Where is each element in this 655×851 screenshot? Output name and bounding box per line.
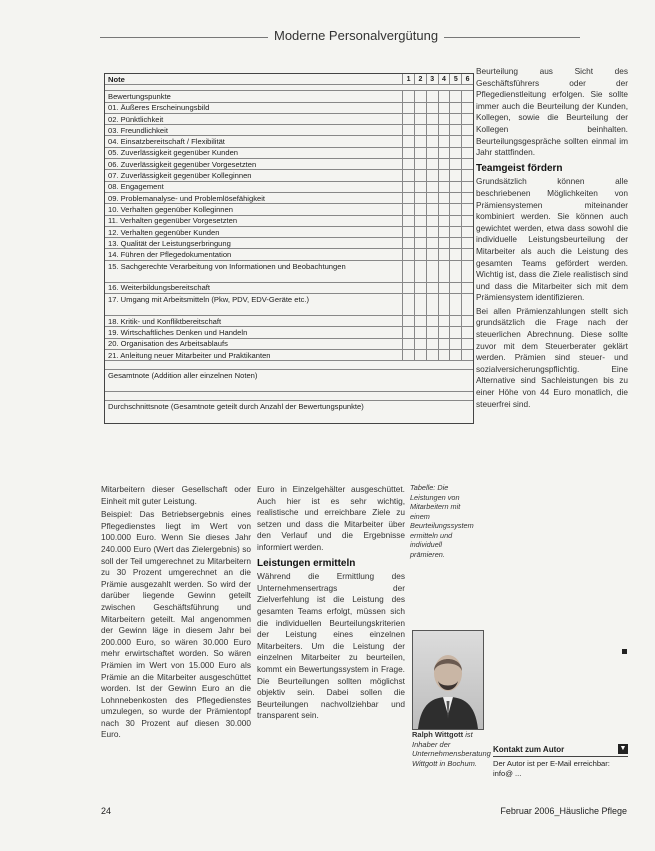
author-description: ist Inhaber der Unternehmensberatung Wittgott in Bochum. xyxy=(412,730,491,768)
grade-cell xyxy=(438,238,450,248)
grade-column-header: 5 xyxy=(449,74,461,84)
grade-cell xyxy=(449,216,461,226)
grade-cell xyxy=(402,204,414,214)
grade-cell xyxy=(426,193,438,203)
grade-cell xyxy=(449,283,461,293)
grade-cell xyxy=(438,193,450,203)
table-row xyxy=(105,182,473,193)
grade-cell xyxy=(449,238,461,248)
grade-cell xyxy=(438,327,450,337)
evaluation-table xyxy=(104,73,474,424)
grade-cell xyxy=(461,216,473,226)
grade-cell xyxy=(449,249,461,259)
grade-cell xyxy=(414,170,426,180)
grade-cell xyxy=(426,261,438,282)
table-row xyxy=(105,327,473,338)
grade-cell xyxy=(449,159,461,169)
criterion-label: 12. Verhalten gegenüber Kunden xyxy=(108,227,220,237)
grade-cell xyxy=(414,350,426,360)
grade-cell xyxy=(461,159,473,169)
grade-cell xyxy=(461,103,473,113)
grade-cell xyxy=(414,316,426,326)
contact-text: Der Autor ist per E-Mail erreichbar: info@ ... xyxy=(493,759,610,778)
grade-column-header: 3 xyxy=(426,74,438,84)
grade-cell xyxy=(461,249,473,259)
grade-cell xyxy=(461,283,473,293)
grade-cell xyxy=(438,114,450,124)
section-heading: Teamgeist fördern xyxy=(476,162,563,174)
photo-caption xyxy=(412,730,491,768)
grade-cell xyxy=(438,350,450,360)
grade-column-header: 4 xyxy=(438,74,450,84)
grade-cell xyxy=(449,193,461,203)
grade-cell xyxy=(449,125,461,135)
table-row xyxy=(105,204,473,215)
table-row xyxy=(105,114,473,125)
grade-cell xyxy=(438,294,450,315)
paragraph: Mitarbeitern dieser Gesellschaft oder Einheit mit guter Leistung. xyxy=(101,484,251,506)
criterion-label: 03. Freundlichkeit xyxy=(108,125,168,135)
grade-cell xyxy=(426,148,438,158)
grade-cell xyxy=(449,327,461,337)
grade-cell xyxy=(461,350,473,360)
grade-cell xyxy=(414,125,426,135)
grade-cell xyxy=(426,182,438,192)
grade-cell xyxy=(449,114,461,124)
grade-cell xyxy=(438,159,450,169)
grade-cell xyxy=(461,261,473,282)
grade-cell xyxy=(461,327,473,337)
grade-cell xyxy=(461,136,473,146)
grade-column-header: 1 xyxy=(402,74,414,84)
magazine-issue: Februar 2006_Häusliche Pflege xyxy=(500,806,627,816)
contact-title: Kontakt zum Autor xyxy=(493,744,565,754)
grade-cell xyxy=(426,294,438,315)
criterion-label: 11. Verhalten gegenüber Vorgesetzten xyxy=(108,216,238,226)
grade-cell xyxy=(426,216,438,226)
grade-cell xyxy=(449,204,461,214)
table-row xyxy=(105,125,473,136)
criterion-label: 21. Anleitung neuer Mitarbeiter und Praktikanten xyxy=(108,350,271,360)
grade-cell xyxy=(414,283,426,293)
grade-cell xyxy=(461,182,473,192)
page-title: Moderne Personalvergütung xyxy=(268,28,444,43)
table-section-label: Bewertungspunkte xyxy=(108,91,171,101)
grade-cell xyxy=(461,170,473,180)
grade-cell xyxy=(438,316,450,326)
criterion-label: 08. Engagement xyxy=(108,182,164,192)
grade-cell xyxy=(414,148,426,158)
average-label: Durchschnittsnote (Gesamtnote geteilt durch Anzahl der Bewertungspunkte) xyxy=(108,402,364,412)
grade-cell xyxy=(461,193,473,203)
grade-cell xyxy=(426,114,438,124)
grade-cell xyxy=(449,261,461,282)
grade-cell xyxy=(461,125,473,135)
grade-cell xyxy=(402,114,414,124)
average-row xyxy=(105,401,473,423)
grade-cell xyxy=(414,204,426,214)
criterion-label: 15. Sachgerechte Verarbeitung von Informationen und Beobachtungen xyxy=(108,261,346,271)
grade-cell xyxy=(461,227,473,237)
column-right xyxy=(476,66,628,412)
author-name: Ralph Wittgott xyxy=(412,730,464,739)
end-of-article-mark xyxy=(622,649,627,654)
grade-cell xyxy=(402,125,414,135)
grade-cell xyxy=(402,159,414,169)
grade-cell xyxy=(438,227,450,237)
grade-cell xyxy=(438,136,450,146)
criterion-label: 18. Kritik- und Konfliktbereitschaft xyxy=(108,316,222,326)
contact-box xyxy=(493,744,628,779)
paragraph: Euro in Einzelgehälter ausgeschüttet. Auch hier ist es sehr wichtig, realistische und erreichbare Ziele zu setzen und dass die Mitarbeiter über den Verlauf und die Ergebnisse informiert werden. xyxy=(257,484,405,552)
criterion-label: 17. Umgang mit Arbeitsmitteln (Pkw, PDV, EDV-Geräte etc.) xyxy=(108,295,310,305)
table-section-row xyxy=(105,91,473,102)
mail-icon: ▼ xyxy=(619,745,627,752)
criterion-label: 10. Verhalten gegenüber Kolleginnen xyxy=(108,204,233,214)
grade-cell xyxy=(402,327,414,337)
grade-cell xyxy=(438,261,450,282)
table-row xyxy=(105,170,473,181)
grade-cell xyxy=(426,159,438,169)
grade-cell xyxy=(426,103,438,113)
table-header-row xyxy=(105,74,473,85)
total-row xyxy=(105,370,473,392)
grade-cell xyxy=(414,261,426,282)
grade-cell xyxy=(426,125,438,135)
grade-cell xyxy=(402,316,414,326)
table-row xyxy=(105,148,473,159)
grade-cell xyxy=(438,339,450,349)
grade-cell xyxy=(449,350,461,360)
criterion-label: 01. Äußeres Erscheinungsbild xyxy=(108,103,210,113)
paragraph: Bei allen Prämienzahlungen stellt sich grundsätzlich die Frage nach der steuerlichen Abrechnung. Diese sollte zuvor mit dem Steuerberater geklärt werden. Prämien sind steuer- und sozialversicherungspflichtig. Eine Alternative sind Sachleistungen bis zu einer Höhe von 44 Euro monatlich, die steuerfrei sind. xyxy=(476,305,628,409)
criterion-label: 04. Einsatzbereitschaft / Flexibilität xyxy=(108,137,225,147)
grade-cell xyxy=(402,148,414,158)
grade-cell xyxy=(438,204,450,214)
criterion-label: 02. Pünktlichkeit xyxy=(108,114,164,124)
grade-cell xyxy=(414,249,426,259)
grade-cell xyxy=(414,136,426,146)
grade-cell xyxy=(449,339,461,349)
grade-cell xyxy=(402,193,414,203)
table-spacer xyxy=(105,361,473,370)
grade-cell xyxy=(449,182,461,192)
paragraph: Beurteilung aus Sicht des Geschäftsführers oder der Pflegedienstleitung erfolgen. Sie sollte immer auch die Beurteilung der Kunden, Kollegen, sowie die Beurteilung der Kollegen beinhalten. Beurteilungsgespräche sollten einmal im Jahr stattfinden. xyxy=(476,66,628,158)
grade-cell xyxy=(414,182,426,192)
grade-cell xyxy=(402,350,414,360)
grade-cell xyxy=(438,125,450,135)
grade-cell xyxy=(426,136,438,146)
grade-cell xyxy=(426,350,438,360)
grade-cell xyxy=(402,182,414,192)
grade-cell xyxy=(426,170,438,180)
criterion-label: 20. Organisation des Arbeitsablaufs xyxy=(108,339,228,349)
contact-title-bar xyxy=(493,744,628,757)
grade-cell xyxy=(402,261,414,282)
grade-cell xyxy=(461,316,473,326)
table-row xyxy=(105,238,473,249)
table-row xyxy=(105,316,473,327)
grade-cell xyxy=(402,216,414,226)
table-row xyxy=(105,227,473,238)
paragraph: Grundsätzlich können alle beschriebenen Möglichkeiten von Prämiensystemen miteinander kombiniert werden. Sie können auch gewichtet werden, etwa dass sowohl die individuelle Leistungsbeurteilung der Mitarbeiter als auch die Leistung des gesamten Teams gefördert werden. Wichtig ist, dass die Ziele realistisch sind und dass die Mitarbeiter sich mit dem Prämiensystem identifizieren. xyxy=(476,176,628,303)
table-row xyxy=(105,294,473,316)
grade-cell xyxy=(414,216,426,226)
criterion-label: 05. Zuverlässigkeit gegenüber Kunden xyxy=(108,148,239,158)
grade-cell xyxy=(438,148,450,158)
author-photo xyxy=(412,630,484,730)
grade-cell xyxy=(449,170,461,180)
grade-cell xyxy=(461,114,473,124)
table-row xyxy=(105,193,473,204)
grade-cell xyxy=(449,136,461,146)
grade-cell xyxy=(402,238,414,248)
grade-cell xyxy=(438,249,450,259)
grade-cell xyxy=(449,103,461,113)
grade-column-header: 2 xyxy=(414,74,426,84)
grade-cell xyxy=(414,103,426,113)
grade-cell xyxy=(461,339,473,349)
column-middle xyxy=(257,484,405,724)
grade-cell xyxy=(402,170,414,180)
criterion-label: 16. Weiterbildungsbereitschaft xyxy=(108,283,211,293)
table-row xyxy=(105,283,473,294)
grade-cell xyxy=(449,148,461,158)
grade-cell xyxy=(449,227,461,237)
grade-cell xyxy=(438,103,450,113)
table-row xyxy=(105,249,473,260)
grade-cell xyxy=(426,316,438,326)
grade-cell xyxy=(426,204,438,214)
grade-cell xyxy=(414,294,426,315)
grade-cell xyxy=(426,227,438,237)
table-row xyxy=(105,216,473,227)
grade-cell xyxy=(461,294,473,315)
grade-cell xyxy=(402,227,414,237)
criterion-label: 14. Führen der Pflegedokumentation xyxy=(108,250,232,260)
table-spacer xyxy=(105,392,473,401)
table-row xyxy=(105,103,473,114)
table-row xyxy=(105,350,473,361)
grade-cell xyxy=(402,294,414,315)
grade-cell xyxy=(426,249,438,259)
grade-cell xyxy=(438,216,450,226)
grade-cell xyxy=(426,238,438,248)
table-row xyxy=(105,339,473,350)
grade-cell xyxy=(414,339,426,349)
grade-cell xyxy=(426,339,438,349)
grade-column-header: 6 xyxy=(461,74,473,84)
grade-cell xyxy=(402,283,414,293)
column-left xyxy=(101,484,251,743)
grade-cell xyxy=(426,327,438,337)
criterion-label: 13. Qualität der Leistungserbringung xyxy=(108,238,231,248)
table-header-label: Note xyxy=(108,74,125,84)
paragraph: Beispiel: Das Betriebsergebnis eines Pflegedienstes liegt im Wert von 100.000 Euro. Wenn Sie dieses Jahr 240.000 Euro (Wert das Zielergebnis) so soll der Teil umgerechnet zu Mitarbeitern zu 30 Prozent umgerechnet an die Prämie ausgezahlt werden. So wird der darüber liegende Gewinn geteilt zwischen Geschäftsführung und Mitarbeitern geteilt. Mal angenommen der Gewinn läge in diesem Jahr bei 200.000 Euro, so wären 30.000 Euro mehr erwirtschaftet worden. So wären Prämien im Wert von 15.000 Euro als Prämie an die Mitarbeiter ausgeschüttet worden. Ist der Gewinn Euro an die Lohnnebenkosten des Pflegedienstes umzulegen, so wurde der Prämientopf nach 30 Prozent auf diesen 30.000 Euro. xyxy=(101,509,251,740)
table-caption: Tabelle: Die Leistungen von Mitarbeitern mit einem Beurteilungssystem ermitteln und individuell prämieren. xyxy=(410,483,474,559)
grade-cell xyxy=(438,170,450,180)
total-label: Gesamtnote (Addition aller einzelnen Noten) xyxy=(108,371,258,381)
paragraph: Während die Ermittlung des Unternehmensertrags der Zielverfehlung ist die Leistung des gesamten Teams erfolgt, müssen sich die individuellen Beurteilungskriterien der Leistung eines einzelnen Mitarbeiters. Um die Leistung der einzelnen Mitarbeiter zu beurteilen, kommt ein Bewertungssystem in Frage. Die Beurteilungen sollten möglichst objektiv sein. Dabei sollen die Beurteilungen nachvollziehbar und transparent sein. xyxy=(257,571,405,721)
table-row xyxy=(105,136,473,147)
grade-cell xyxy=(402,249,414,259)
grade-cell xyxy=(438,182,450,192)
grade-cell xyxy=(402,103,414,113)
page-number: 24 xyxy=(101,806,112,816)
grade-cell xyxy=(414,327,426,337)
grade-cell xyxy=(414,193,426,203)
grade-cell xyxy=(461,148,473,158)
grade-cell xyxy=(414,114,426,124)
grade-cell xyxy=(402,339,414,349)
criterion-label: 09. Problemanalyse- und Problemlösefähigkeit xyxy=(108,193,266,203)
grade-cell xyxy=(402,136,414,146)
grade-cell xyxy=(438,283,450,293)
section-heading: Leistungen ermitteln xyxy=(257,557,356,569)
grade-cell xyxy=(414,227,426,237)
grade-cell xyxy=(426,283,438,293)
table-row xyxy=(105,159,473,170)
grade-cell xyxy=(414,238,426,248)
grade-cell xyxy=(449,316,461,326)
grade-cell xyxy=(449,294,461,315)
grade-cell xyxy=(461,238,473,248)
table-row xyxy=(105,261,473,283)
criterion-label: 06. Zuverlässigkeit gegenüber Vorgesetzten xyxy=(108,159,257,169)
grade-cell xyxy=(461,204,473,214)
criterion-label: 07. Zuverlässigkeit gegenüber Kolleginnen xyxy=(108,171,252,181)
criterion-label: 19. Wirtschaftliches Denken und Handeln xyxy=(108,327,248,337)
grade-cell xyxy=(414,159,426,169)
